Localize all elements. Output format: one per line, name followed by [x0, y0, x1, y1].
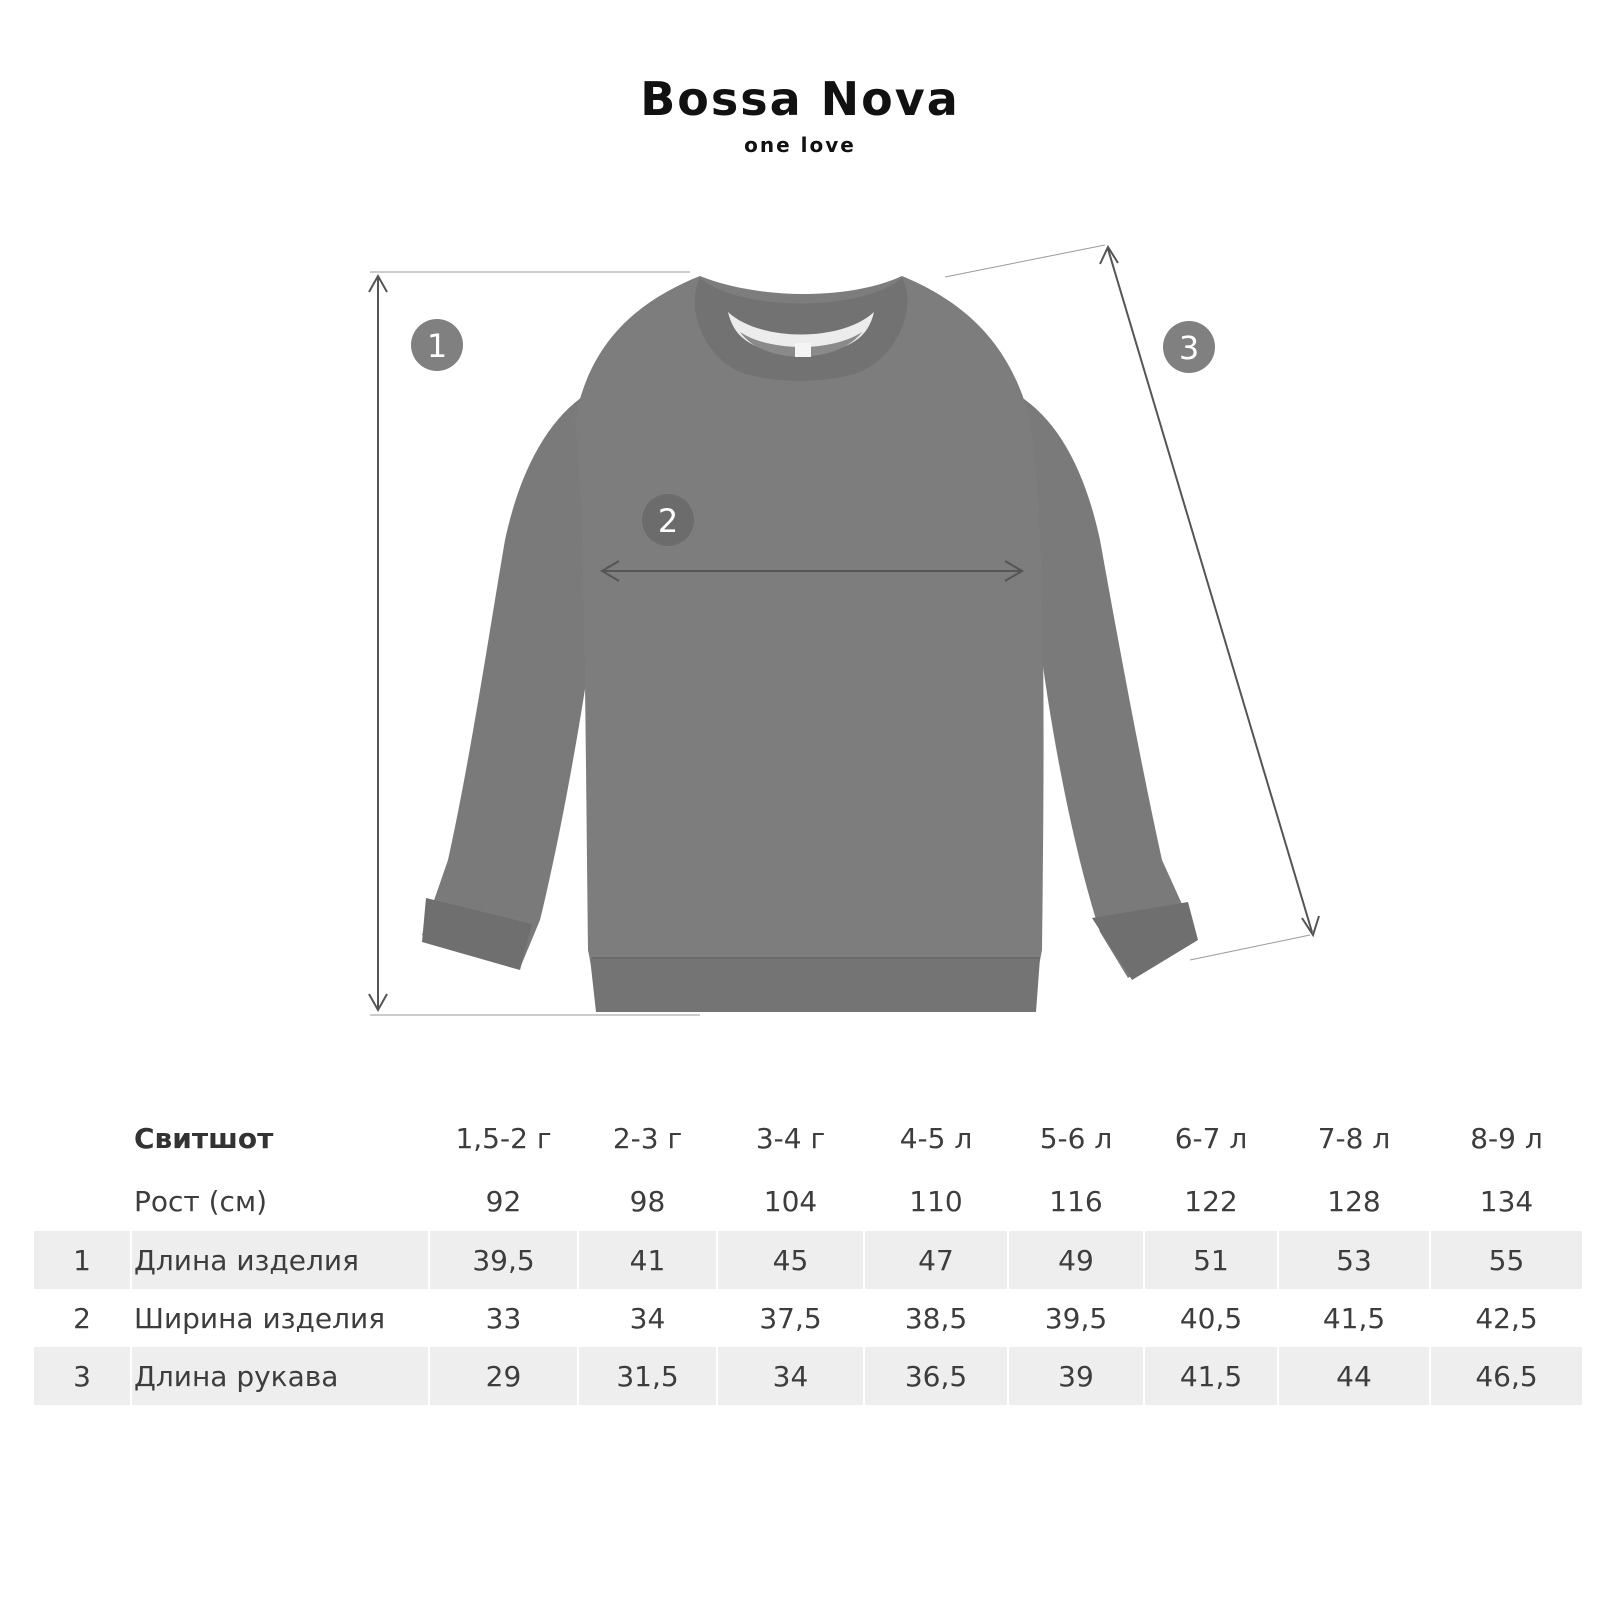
svg-text:1: 1	[426, 327, 448, 365]
height-row	[34, 1171, 1582, 1231]
size-chart-table	[32, 1105, 1584, 1405]
brand-tagline: one love	[744, 133, 856, 157]
height-cell: 104	[763, 1184, 818, 1218]
size-header: 4-5 л	[899, 1121, 973, 1155]
size-header: 3-4 г	[755, 1121, 826, 1155]
row-number-spacer	[34, 1171, 130, 1231]
hem-band	[590, 958, 1040, 1012]
table-cell: 36,5	[865, 1347, 1007, 1405]
table-cell: 41	[579, 1231, 716, 1289]
size-header: 1,5-2 г	[455, 1121, 552, 1155]
sleeve-marker	[1163, 321, 1215, 373]
table-cell: 42,5	[1475, 1301, 1538, 1335]
sweatshirt-illustration	[422, 276, 1198, 1012]
measurement-row-length	[34, 1231, 1582, 1289]
table-cell: 39,5	[430, 1231, 577, 1289]
sleeve-bottom-guide	[1190, 935, 1310, 960]
table-cell: 33	[485, 1301, 522, 1335]
table-cell: 38,5	[904, 1301, 968, 1335]
svg-text:2: 2	[657, 502, 679, 540]
table-cell: 53	[1279, 1231, 1429, 1289]
row-number: 1	[34, 1231, 130, 1289]
table-cell: 49	[1009, 1231, 1143, 1289]
table-cell: 39	[1009, 1347, 1143, 1405]
table-cell: 40,5	[1179, 1301, 1243, 1335]
brand-logo-name: Bossa Nova	[640, 72, 960, 126]
row-number: 2	[73, 1301, 91, 1335]
table-cell: 39,5	[1044, 1301, 1108, 1335]
height-cell: 116	[1049, 1184, 1103, 1218]
table-cell: 34	[718, 1347, 863, 1405]
table-cell: 29	[430, 1347, 577, 1405]
size-header-row	[34, 1105, 1582, 1171]
table-cell: 37,5	[759, 1301, 822, 1335]
size-header: 6-7 л	[1174, 1121, 1248, 1155]
length-arrow	[369, 276, 387, 1010]
product-title: Свитшот	[134, 1121, 274, 1155]
svg-text:3: 3	[1178, 329, 1200, 367]
right-sleeve	[1018, 395, 1196, 978]
length-marker	[411, 319, 463, 371]
table-cell: 41,5	[1322, 1301, 1386, 1335]
size-header: 2-3 г	[612, 1121, 683, 1155]
body	[575, 276, 1044, 1012]
measurement-row-width	[34, 1289, 1582, 1347]
table-cell: 34	[629, 1301, 666, 1335]
height-cell: 122	[1184, 1184, 1238, 1218]
measurement-row-sleeve	[34, 1347, 1582, 1405]
width-marker	[642, 494, 694, 546]
measurement-label: Длина изделия	[132, 1231, 428, 1289]
height-cell: 110	[909, 1184, 963, 1218]
table-cell: 44	[1279, 1347, 1429, 1405]
measurement-label: Ширина изделия	[134, 1301, 386, 1335]
height-cell: 98	[629, 1184, 666, 1218]
sleeve-top-guide	[945, 245, 1105, 277]
height-cell: 134	[1479, 1184, 1534, 1218]
height-label: Рост (см)	[134, 1184, 267, 1218]
row-number: 3	[34, 1347, 130, 1405]
table-cell: 46,5	[1431, 1347, 1582, 1405]
table-cell: 41,5	[1145, 1347, 1277, 1405]
left-sleeve	[422, 395, 598, 968]
height-cell: 128	[1327, 1184, 1381, 1218]
height-cell: 92	[485, 1184, 522, 1218]
table-cell: 45	[718, 1231, 863, 1289]
size-header: 5-6 л	[1039, 1121, 1113, 1155]
header-spacer	[34, 1105, 130, 1171]
size-label-tag	[795, 343, 811, 357]
size-header: 8-9 л	[1470, 1121, 1543, 1155]
measurement-label: Длина рукава	[132, 1347, 428, 1405]
table-cell: 55	[1431, 1231, 1582, 1289]
table-cell: 31,5	[579, 1347, 716, 1405]
size-header: 7-8 л	[1317, 1121, 1391, 1155]
table-cell: 51	[1145, 1231, 1277, 1289]
table-cell: 47	[865, 1231, 1007, 1289]
